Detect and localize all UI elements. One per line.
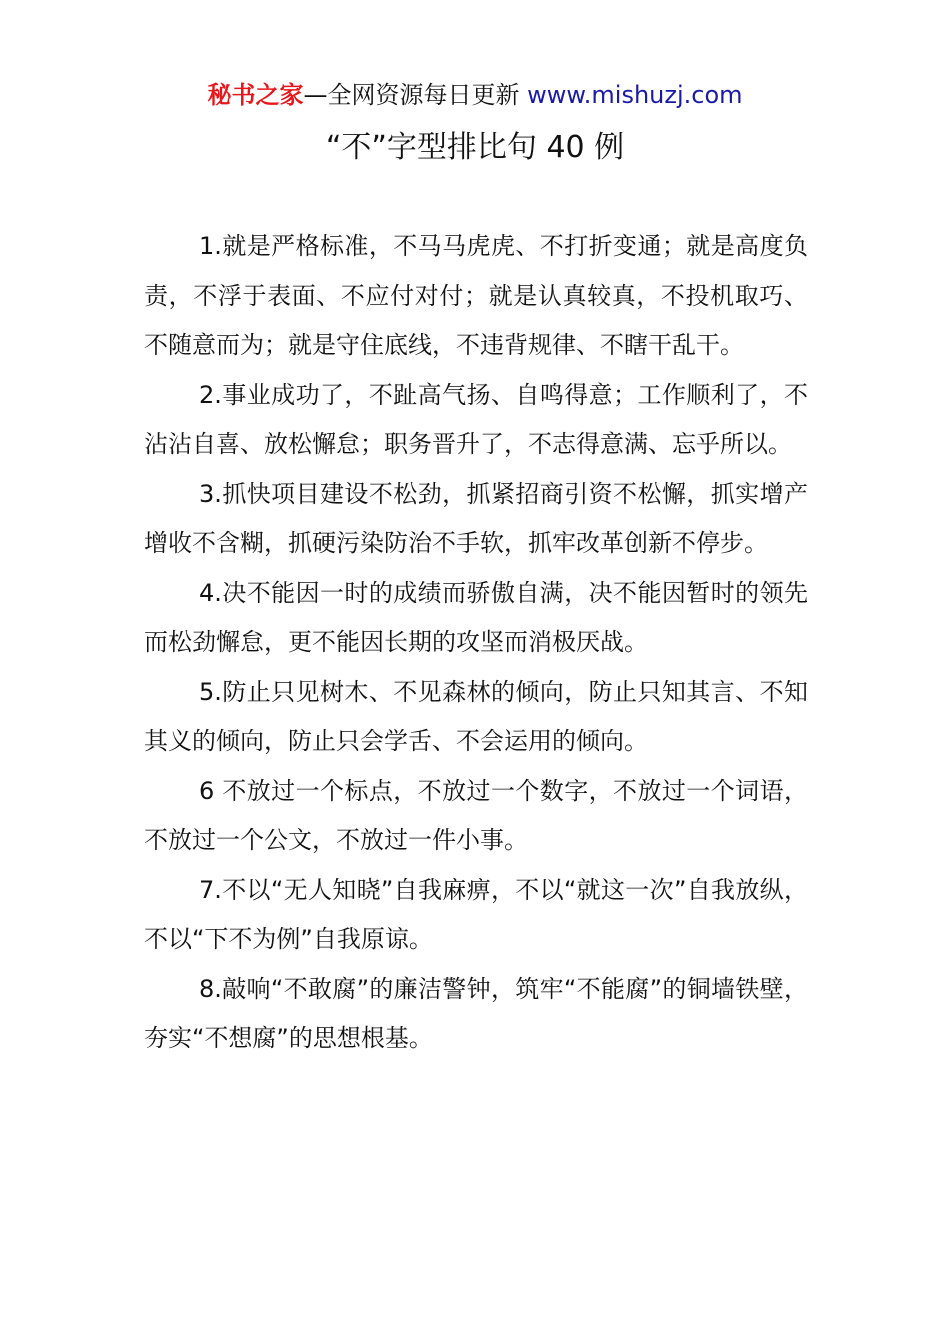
- site-header: [0, 78, 950, 112]
- paragraph-7: 7.不以“无人知晓”自我麻痹，不以“就这一次”自我放纵，不以“下不为例”自我原谅。: [144, 875, 808, 953]
- paragraph-8: 8.敲响“不敢腐”的廉洁警钟，筑牢“不能腐”的铜墙铁壁，夯实“不想腐”的思想根基。: [144, 974, 808, 1052]
- paragraph-6: 6 不放过一个标点，不放过一个数字，不放过一个词语，不放过一个公文，不放过一件小事。: [144, 776, 808, 854]
- document-body: [144, 222, 808, 1064]
- site-name: 秘书之家: [207, 81, 304, 109]
- paragraph-2: 2.事业成功了，不趾高气扬、自鸣得意；工作顺利了，不沾沾自喜、放松懈怠；职务晋升了，不志得意满、忘乎所以。: [144, 380, 808, 458]
- document-title: “不”字型排比句 40 例: [325, 130, 625, 165]
- paragraph-1: 1.就是严格标准，不马马虎虎、不打折变通；就是高度负责，不浮于表面、不应付对付；就是认真较真，不投机取巧、不随意而为；就是守住底线，不违背规律、不瞎干乱干。: [144, 232, 808, 359]
- site-tagline: —全网资源每日更新: [303, 81, 528, 109]
- paragraph-3: 3.抓快项目建设不松劲，抓紧招商引资不松懈，抓实增产增收不含糊，抓硬污染防治不手软，抓牢改革创新不停步。: [144, 479, 808, 557]
- site-url-link[interactable]: www.mishuzj.com: [527, 81, 743, 109]
- paragraph-5: 5.防止只见树木、不见森林的倾向，防止只知其言、不知其义的倾向，防止只会学舌、不会运用的倾向。: [144, 677, 808, 755]
- paragraph-4: 4.决不能因一时的成绩而骄傲自满，决不能因暂时的领先而松劲懈怠，更不能因长期的攻坚而消极厌战。: [144, 578, 808, 656]
